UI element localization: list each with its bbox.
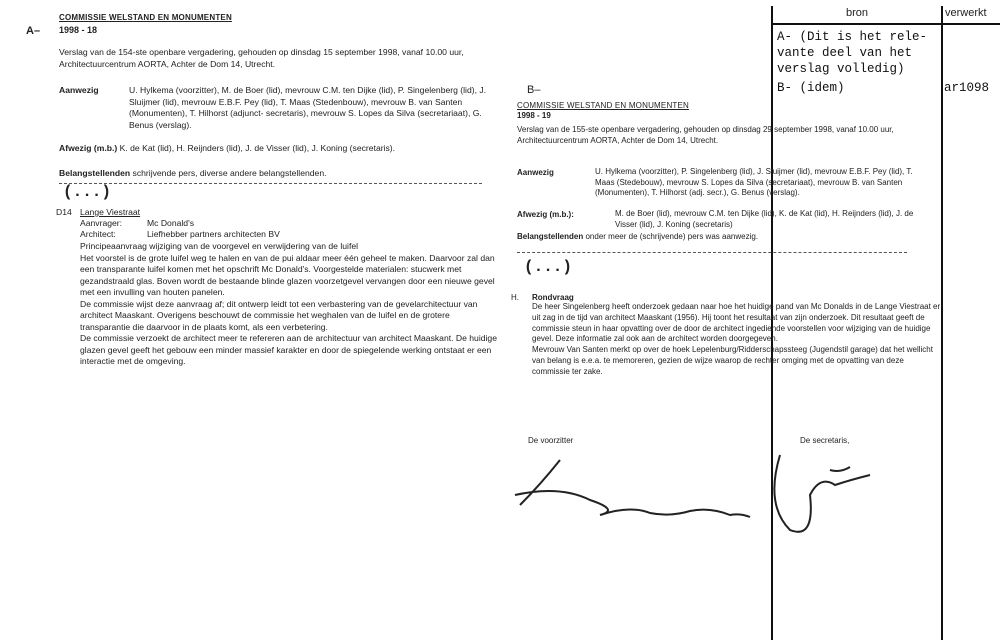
item-code-b: H. — [511, 293, 519, 302]
doc-number-a: 1998 - 18 — [59, 25, 98, 35]
signature-chair — [500, 445, 770, 555]
paragraph: De heer Singelenberg heeft onderzoek gedaan naar hoe het huidige pand van Mc Donalds in de Lange Viestraat er uit zag in de tijd van architect Maaskant (1956). Hij toont het resultaat van zijn onderzoek. Dit resultaat geeft de commissie steun in haar opvatting over de door de architect ingediende voorstellen voor wijziging van de huidige gevel. Deze informatie zal ook aan de architect worden doorgegeven. — [532, 302, 941, 344]
divider — [59, 183, 482, 184]
absent-b: M. de Boer (lid), mevrouw C.M. ten Dijke (lid), K. de Kat (lid), H. Reijnders (lid), J. de Visser (lid), J. Koning (secretaris) — [615, 209, 914, 229]
ref-b: ar1098 — [944, 81, 990, 95]
architect-value: Liefhebber partners architecten BV — [147, 229, 280, 239]
absent-a — [59, 143, 395, 155]
body-b — [532, 302, 942, 378]
stake-label-b: Belangstellenden — [517, 232, 584, 241]
doc-number-b: 1998 - 19 — [517, 111, 551, 120]
intro-b: Verslag van de 155-ste openbare vergadering, gehouden op dinsdag 29 september 1998, vanaf 10.00 uur, Architectuurcentrum AORTA, Achter de Dom 14, Utrecht. — [517, 125, 894, 145]
column-header-bron: bron — [845, 7, 869, 19]
stake-a — [59, 168, 327, 180]
paragraph: De commissie wijst deze aanvraag af; dit ontwerp leidt tot een verbastering van de gevelarchitectuur van architect Maaskant. Overigens beschouwt de commissie het weghalen van de luifel en de grotere transparantie die daarvoor in de plaats komt, als een verbetering. — [80, 298, 478, 332]
paragraph: Mevrouw Van Santen merkt op over de hoek Lepelenburg/Ridderschapssteeg (Jugendstil garage) dat het wellicht van belang is e.e.a. te memoreren, gezien de wijze waarop de rechter omging met de opvatting van deze commissie ter zake. — [532, 345, 933, 376]
intro-a: Verslag van de 154-ste openbare vergadering, gehouden op dinsdag 15 september 1998, vanaf 10.00 uur, Architectuurcentrum AORTA, Achter de Dom 14, Utrecht. — [59, 47, 464, 69]
marker-a: A– — [26, 25, 41, 37]
chair-label: De voorzitter — [528, 436, 574, 445]
body-a — [80, 241, 500, 368]
applicant-label: Aanvrager: — [80, 218, 123, 228]
marker-b: B– — [527, 84, 541, 96]
applicant-value: Mc Donald's — [147, 218, 195, 228]
item-code-a: D14 — [56, 207, 72, 217]
signature-secretary — [760, 445, 880, 555]
paragraph: Het voorstel is de grote luifel weg te halen en van de pui aldaar meer één geheel te maken. Daarvoor zal dan een transparante luifel komen met het opschrift Mc Donald's. Voorgestelde materialen: stucwerk met gezandstraald glas. Boven wordt de bestaande blinde glazen voorzetgevel vervangen door een nieuwe gevel met een invulling van houten panelen. — [80, 252, 495, 297]
divider — [517, 252, 907, 253]
paragraph: De commissie verzoekt de architect meer te refereren aan de architectuur van architect Maaskant. De huidige glazen gevel geeft het gebouw een minder massief karakter en door de spiegelende werking ontstaat er een interactie met de omgeving. — [80, 333, 497, 366]
org-title-a: COMMISSIE WELSTAND EN MONUMENTEN — [59, 13, 232, 22]
present-label-a: Aanwezig — [59, 85, 99, 95]
ellipsis-b: (...) — [524, 258, 573, 276]
architect-label: Architect: — [80, 229, 116, 239]
note-a-line: A- (Dit is het rele- — [777, 30, 928, 44]
applicant-a — [80, 218, 194, 230]
present-a: U. Hylkema (voorzitter), M. de Boer (lid), mevrouw C.M. ten Dijke (lid), P. Singelenberg (lid), J. Sluijmer (lid), mevrouw E.B.F. Pey (lid), T. Maas (Stedenbouw), mevrouw B. van Santen (Monumenten), T. Hilhorst (adjunct- secretaris), mevrouw S. Lopes da Silva (secretariaat), G. Benus (verslag). — [129, 85, 487, 130]
column-header-verwerkt: verwerkt — [945, 7, 987, 19]
stake-b — [517, 231, 758, 243]
note-a-line: vante deel van het — [777, 46, 913, 60]
item-title-a: Lange Viestraat — [80, 207, 141, 217]
paragraph: Principeaanvraag wijziging van de voorgevel en verwijdering van de luifel — [80, 241, 359, 251]
item-title-b: Rondvraag — [532, 293, 574, 302]
present-b: U. Hylkema (voorzitter), P. Singelenberg (lid), J. Sluijmer (lid), mevrouw E.B.F. Pey (lid), T. Maas (Stedebouw), mevrouw S. Lopes da Silva (secretariaat), mevrouw B. van Santen (Monumenten), T. Hilhorst (adj. secr.), G. Benus (verslag). — [595, 167, 913, 197]
note-a — [777, 29, 927, 77]
ellipsis-a: (...) — [63, 183, 112, 201]
secretary-label: De secretaris, — [800, 436, 850, 445]
absent-label-a: Afwezig (m.b.) — [59, 143, 118, 153]
note-a-line: verslag volledig) — [777, 62, 905, 76]
org-title-b: COMMISSIE WELSTAND EN MONUMENTEN — [517, 101, 690, 110]
absent-list-a: K. de Kat (lid), H. Reijnders (lid), J. de Visser (lid), J. Koning (secretaris). — [119, 143, 396, 153]
stake-label-a: Belangstellenden — [59, 168, 131, 178]
absent-label-b: Afwezig (m.b.): — [517, 210, 574, 219]
stake-text-b: onder meer de (schrijvende) pers was aanwezig. — [585, 232, 759, 241]
present-label-b: Aanwezig — [517, 168, 554, 177]
architect-a — [80, 229, 280, 241]
stake-text-a: schrijvende pers, diverse andere belangstellenden. — [132, 168, 327, 178]
note-b: B- (idem) — [777, 81, 845, 95]
header-rule — [772, 23, 1000, 25]
